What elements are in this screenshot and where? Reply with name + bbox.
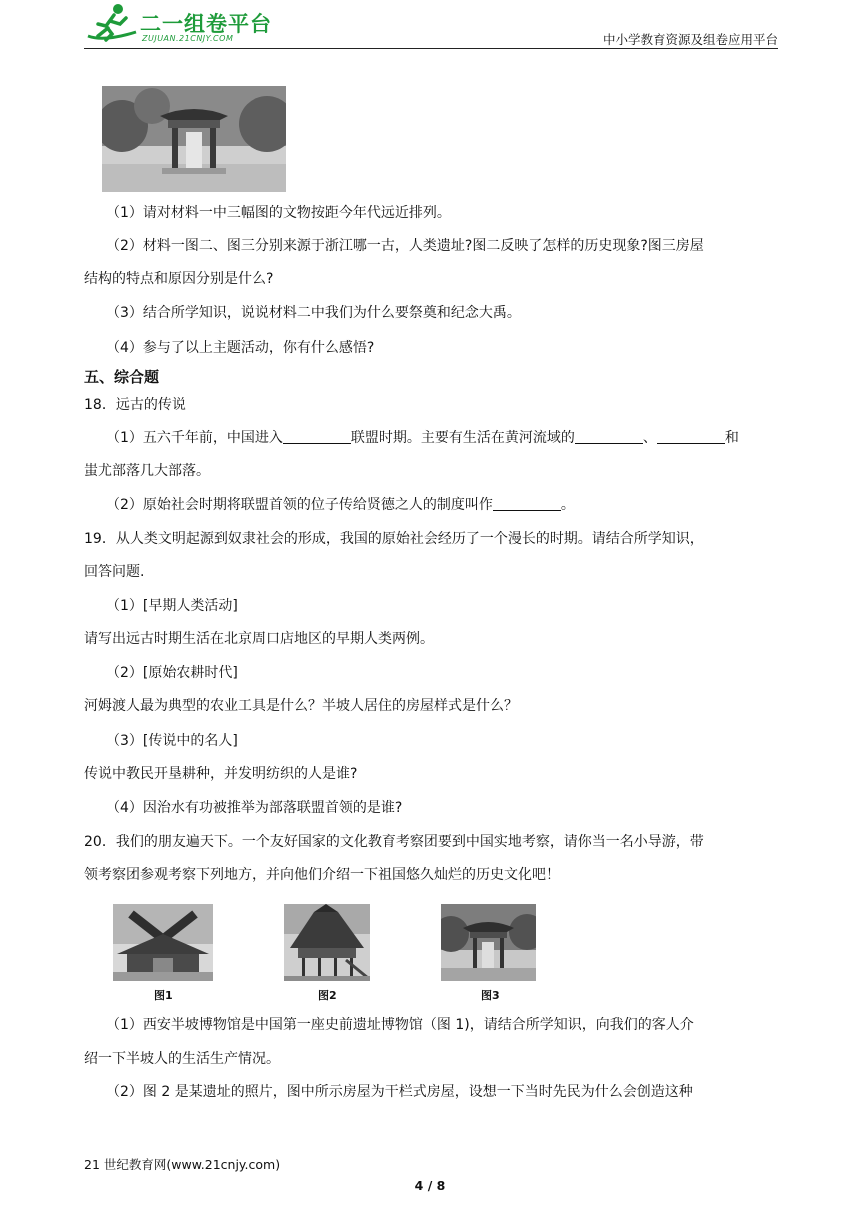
answer-blank[interactable] bbox=[493, 496, 561, 511]
q18-part2 bbox=[106, 495, 575, 515]
page-number: 4 / 8 bbox=[414, 1178, 446, 1193]
q20-line1: 20．我们的朋友遍天下。一个友好国家的文化教育考察团要到中国实地考察，请你当一名小导游，带 bbox=[84, 834, 704, 850]
runner-icon bbox=[84, 2, 140, 46]
q19-line2: 回答问题. bbox=[84, 564, 145, 580]
q19-part3-question: 传说中教民开垦耕种，并发明纺织的人是谁? bbox=[84, 766, 358, 782]
answer-blank[interactable] bbox=[657, 429, 725, 444]
q20-part1-line1: （1）西安半坡博物馆是中国第一座史前遗址博物馆（图 1)，请结合所学知识，向我们的客人介 bbox=[106, 1017, 694, 1033]
footer-site[interactable]: 21 世纪教育网(www.21cnjy.com) bbox=[84, 1157, 281, 1172]
header-tagline: 中小学教育资源及组卷应用平台 bbox=[602, 32, 778, 47]
section-heading: 五、综合题 bbox=[84, 368, 160, 386]
figure-1-photo bbox=[113, 904, 213, 981]
q19-part2-label: （2）[原始农耕时代] bbox=[106, 665, 238, 681]
q19-part2-question: 河姆渡人最为典型的农业工具是什么？半坡人居住的房屋样式是什么？ bbox=[84, 698, 518, 714]
figure-1-caption: 图1 bbox=[154, 989, 173, 1002]
q20-line2: 领考察团参观考察下列地方，并向他们介绍一下祖国悠久灿烂的历史文化吧！ bbox=[84, 867, 560, 883]
q19-line1: 19．从人类文明起源到奴隶社会的形成，我国的原始社会经历了一个漫长的时期。请结合所学知识， bbox=[84, 531, 704, 547]
q17-part4: （4）参与了以上主题活动，你有什么感悟? bbox=[106, 340, 375, 356]
page-header bbox=[84, 0, 778, 49]
q17-part1: （1）请对材料一中三幅图的文物按距今年代远近排列。 bbox=[106, 205, 451, 221]
text-span: 。 bbox=[560, 497, 575, 513]
q18-title: 18．远古的传说 bbox=[84, 397, 186, 413]
q19-part4: （4）因治水有功被推举为部落联盟首领的是谁? bbox=[106, 800, 403, 816]
q20-part1-line2: 绍一下半坡人的生活生产情况。 bbox=[84, 1051, 280, 1067]
text-span: （2）原始社会时期将联盟首领的位子传给贤德之人的制度叫作 bbox=[106, 497, 493, 513]
q17-part3: （3）结合所学知识，说说材料二中我们为什么要祭奠和纪念大禹。 bbox=[106, 305, 521, 321]
q20-part2-line1: （2）图 2 是某遗址的照片，图中所示房屋为干栏式房屋，设想一下当时先民为什么会创造这种 bbox=[106, 1084, 693, 1100]
q17-part2-line1: （2）材料一图二、图三分别来源于浙江哪一古，人类遗址?图二反映了怎样的历史现象?图三房屋 bbox=[106, 238, 704, 254]
figure-3-caption: 图3 bbox=[481, 989, 500, 1002]
q17-part2-line2: 结构的特点和原因分别是什么? bbox=[84, 271, 274, 287]
q19-part3-label: （3）[传说中的名人] bbox=[106, 733, 238, 749]
q19-part1-question: 请写出远古时期生活在北京周口店地区的早期人类两例。 bbox=[84, 631, 434, 647]
answer-blank[interactable] bbox=[575, 429, 643, 444]
figure-3-photo bbox=[441, 904, 536, 981]
q19-part1-label: （1）[早期人类活动] bbox=[106, 598, 238, 614]
pavilion-photo bbox=[102, 86, 286, 192]
logo-name: 二一组卷平台 bbox=[140, 12, 272, 36]
figure-2-caption: 图2 bbox=[318, 989, 337, 1002]
q18-part1-line1 bbox=[106, 428, 739, 448]
text-span: 和 bbox=[724, 430, 739, 446]
text-span: 联盟时期。主要有生活在黄河流域的 bbox=[350, 430, 575, 446]
site-logo[interactable] bbox=[84, 2, 284, 44]
logo-url: ZUJUAN.21CNJY.COM bbox=[142, 34, 234, 43]
q18-part1-line2: 蚩尤部落几大部落。 bbox=[84, 463, 210, 479]
text-span: 、 bbox=[642, 430, 657, 446]
figure-2-photo bbox=[284, 904, 370, 981]
text-span: （1）五六千年前，中国进入 bbox=[106, 430, 283, 446]
answer-blank[interactable] bbox=[283, 429, 351, 444]
